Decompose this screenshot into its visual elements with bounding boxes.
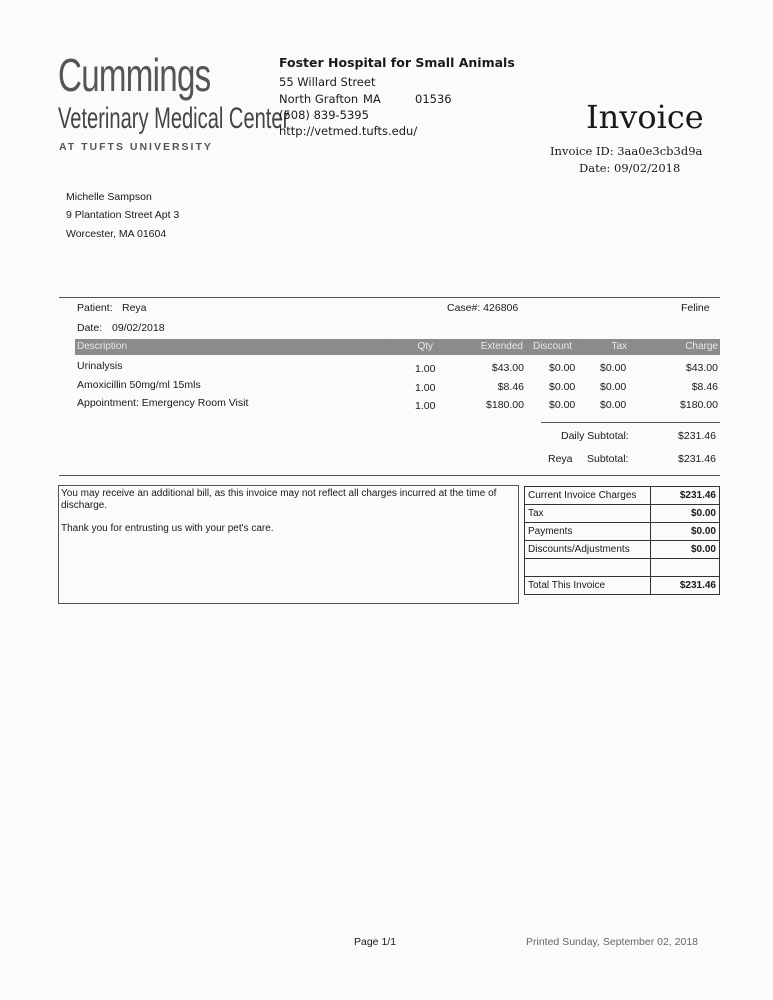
total-label: Total This Invoice [525,577,651,595]
current-charges-label: Current Invoice Charges [525,487,651,505]
discounts-value: $0.00 [651,541,720,559]
hospital-name: Foster Hospital for Small Animals [279,55,515,70]
daily-subtotal-label: Daily Subtotal: [561,430,629,442]
item-tax: $0.00 [600,399,627,411]
summary-row-total [525,577,720,595]
patient-subtotal-label: Subtotal: [587,453,629,465]
table-header [75,339,720,355]
summary-row-blank [525,559,720,577]
item-description: Amoxicillin 50mg/ml 15mls [77,379,201,391]
notes-line2: discharge. [61,500,108,511]
logo-cummings: Cummings [58,49,211,101]
item-tax: $0.00 [600,381,627,393]
separator-top [59,297,720,298]
item-discount: $0.00 [549,362,576,374]
col-discount: Discount [529,339,581,355]
patient-date: 09/02/2018 [112,322,165,334]
summary-row-current [525,487,720,505]
current-charges-value: $231.46 [651,487,720,505]
summary-row-payments [525,523,720,541]
summary-row-discounts [525,541,720,559]
item-extended: $180.00 [486,399,524,411]
tax-label: Tax [525,505,651,523]
blank-cell [525,559,651,577]
case-number: Case#: 426806 [447,302,519,314]
total-value: $231.46 [651,577,720,595]
item-charge: $43.00 [685,362,718,374]
client-address2: Worcester, MA 01604 [66,228,167,240]
item-extended: $43.00 [491,362,524,374]
col-charge: Charge [633,339,720,355]
col-tax: Tax [583,339,629,355]
item-discount: $0.00 [549,381,576,393]
discounts-label: Discounts/Adjustments [525,541,651,559]
daily-subtotal-value: $231.46 [678,430,716,442]
page-number: Page 1/1 [354,936,397,948]
col-qty: Qty [393,339,435,355]
logo-tufts: AT TUFTS UNIVERSITY [59,141,213,153]
invoice-id: Invoice ID: 3aa0e3cb3d9a [550,144,703,158]
summary-row-tax [525,505,720,523]
invoice-title: Invoice [586,98,704,136]
item-tax: $0.00 [600,362,627,374]
logo-vmc: Veterinary Medical Center [58,102,290,135]
payments-value: $0.00 [651,523,720,541]
item-qty: 1.00 [415,363,436,375]
item-discount: $0.00 [549,399,576,411]
patient-species: Feline [681,302,710,314]
hospital-street: 55 Willard Street [279,75,376,89]
hospital-zip: 01536 [415,92,452,106]
hospital-phone: (508) 839-5395 [279,108,369,122]
subtotal-rule [541,422,720,423]
patient-subtotal-value: $231.46 [678,453,716,465]
separator-bottom [59,475,720,476]
patient-date-label: Date: [77,322,103,334]
patient-subtotal-name: Reya [548,453,573,465]
printed-date: Printed Sunday, September 02, 2018 [526,936,699,948]
item-charge: $180.00 [680,399,718,411]
notes-line3: Thank you for entrusting us with your pet's care. [61,523,274,534]
col-extended: Extended [439,339,525,355]
item-extended: $8.46 [497,381,524,393]
blank-cell [651,559,720,577]
hospital-state: MA [363,92,381,106]
client-name: Michelle Sampson [66,191,152,203]
client-address1: 9 Plantation Street Apt 3 [66,209,180,221]
item-description: Appointment: Emergency Room Visit [77,397,249,409]
payments-label: Payments [525,523,651,541]
hospital-city: North Grafton [279,92,359,106]
tax-value: $0.00 [651,505,720,523]
patient-name: Reya [122,302,147,314]
patient-label: Patient: [77,302,113,314]
item-qty: 1.00 [415,400,436,412]
notes-box [58,485,519,604]
invoice-date: Date: 09/02/2018 [579,161,681,175]
hospital-url[interactable]: http://vetmed.tufts.edu/ [279,124,418,138]
summary-table [524,486,720,595]
item-qty: 1.00 [415,382,436,394]
item-charge: $8.46 [691,381,718,393]
item-description: Urinalysis [77,360,123,372]
notes-line1: You may receive an additional bill, as this invoice may not reflect all charges incurred at the time of [61,488,497,499]
col-description: Description [75,339,390,355]
